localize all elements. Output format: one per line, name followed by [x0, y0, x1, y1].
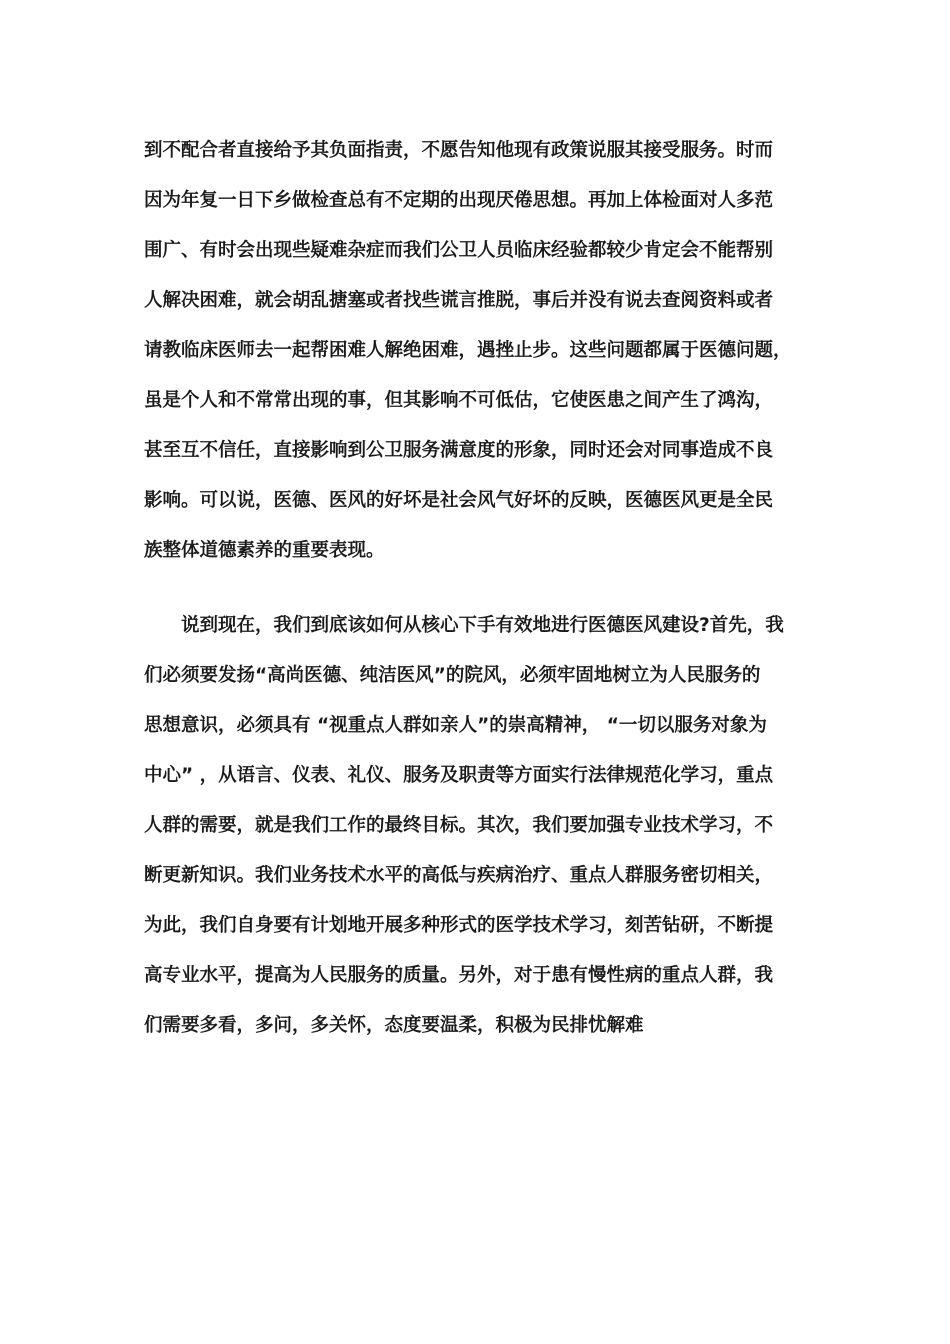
paragraph-2-line: 说到现在，我们到底该如何从核心下手有效地进行医德医风建设?首先，我 [181, 615, 784, 636]
paragraph-1-line: 族整体道德素养的重要表现。 [144, 540, 385, 561]
paragraph-1-line: 围广、有时会出现些疑难杂症而我们公卫人员临床经验都较少肯定会不能帮别 [144, 240, 774, 261]
paragraph-2-line: 人群的需要，就是我们工作的最终目标。其次，我们要加强专业技术学习，不 [144, 815, 774, 836]
paragraph-1-line: 影响。可以说，医德、医风的好坏是社会风气好坏的反映，医德医风更是全民 [144, 490, 774, 511]
paragraph-1-line: 因为年复一日下乡做检查总有不定期的出现厌倦思想。再加上体检面对人多范 [144, 190, 774, 211]
paragraph-2-line: 中心” ，从语言、仪表、礼仪、服务及职责等方面实行法律规范化学习，重点 [144, 765, 774, 786]
paragraph-2-line: 思想意识，必须具有 “视重点人群如亲人”的崇高精神， “一切以服务对象为 [144, 715, 767, 736]
paragraph-2-line: 高专业水平，提高为人民服务的质量。另外，对于患有慢性病的重点人群，我 [144, 965, 774, 986]
paragraph-2-line: 们必须要发扬“高尚医德、纯洁医风”的院风，必须牢固地树立为人民服务的 [144, 665, 761, 686]
paragraph-1-line: 甚至互不信任，直接影响到公卫服务满意度的形象，同时还会对同事造成不良 [144, 440, 774, 461]
paragraph-1-line: 人解决困难，就会胡乱搪塞或者找些谎言推脱，事后并没有说去查阅资料或者 [144, 290, 774, 311]
paragraph-2-line: 们需要多看，多问，多关怀，态度要温柔，积极为民排忧解难 [144, 1015, 644, 1036]
paragraph-1-line: 到不配合者直接给予其负面指责，不愿告知他现有政策说服其接受服务。时而 [144, 140, 774, 161]
paragraph-1-line: 虽是个人和不常常出现的事，但其影响不可低估，它使医患之间产生了鸿沟， [144, 390, 774, 411]
paragraph-2-line: 断更新知识。我们业务技术水平的高低与疾病治疗、重点人群服务密切相关， [144, 865, 774, 886]
paragraph-2-line: 为此，我们自身要有计划地开展多种形式的医学技术学习，刻苦钻研，不断提 [144, 915, 774, 936]
paragraph-1-line: 请教临床医师去一起帮困难人解绝困难，遇挫止步。这些问题都属于医德问题， [144, 340, 792, 361]
